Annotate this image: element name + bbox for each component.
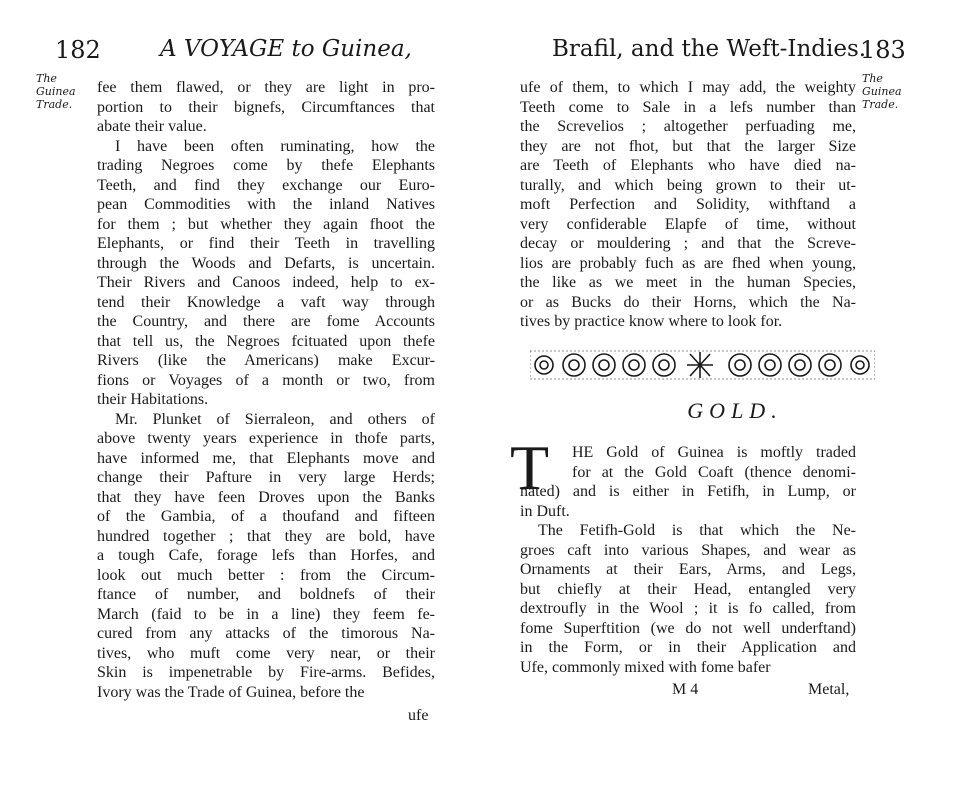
text-line: tives, who muft come very near, or their xyxy=(97,644,435,662)
text-line: have informed me, that Elephants move and xyxy=(97,449,435,467)
text-line: The Fetifh-Gold is that which the Ne- xyxy=(538,522,856,539)
text-line: HE Gold of Guinea is moftly traded xyxy=(572,444,856,461)
text-line: for them ; but whether they again fhoot the xyxy=(97,215,435,233)
text-line: a tough Cafe, forage lefs than Horfes, and xyxy=(97,547,435,564)
right-page xyxy=(490,0,980,789)
text-line: dextroufly in the Wool ; it is fo called, from xyxy=(520,600,856,617)
text-line: ftance of number, and boldnefs of their xyxy=(97,586,435,603)
left-text-body xyxy=(97,78,435,702)
text-line: Mr. Plunket of Sierraleon, and others of xyxy=(115,410,435,428)
text-line: through the Woods and Defarts, is uncertain. xyxy=(97,254,435,272)
text-line: turally, and which being grown to their ut- xyxy=(520,176,856,194)
text-line: ufe of them, to which I may add, the weighty xyxy=(520,79,856,96)
running-head-right: Brafil, and the Weft-Indies. xyxy=(552,36,867,62)
text-line: lios are probably fuch as are fhed when young, xyxy=(520,254,856,272)
text-line: fions or Voyages of a month or two, from xyxy=(97,371,435,389)
text-line: or as Bucks do their Horns, which the Na- xyxy=(520,293,856,311)
text-line: tives by practice know where to look for. xyxy=(520,313,783,330)
margin-note-left: The Guinea Trade. xyxy=(36,72,76,111)
text-line: very confiderable Elapfe of time, without xyxy=(520,215,856,233)
text-line: Ivory was the Trade of Guinea, before the xyxy=(97,683,365,701)
text-line: they are not fhot, but that the larger Size xyxy=(520,137,856,155)
text-line: hundred together ; that they are bold, have xyxy=(97,527,435,545)
text-line: I have been often ruminating, how the xyxy=(115,137,435,155)
text-line: but chiefly at their Head, entangled very xyxy=(520,580,856,598)
text-line: Skin is impenetrable by Fire-arms. Befides, xyxy=(97,664,435,681)
text-line: of the Gambia, of a thoufand and fifteen xyxy=(97,508,435,525)
text-line: Ornaments at their Ears, Arms, and Legs, xyxy=(520,561,856,578)
running-head-left: A VOYAGE to Guinea, xyxy=(160,36,412,62)
text-line: the Country, and there are fome Accounts xyxy=(97,313,435,330)
text-line: for at the Gold Coaft (thence denomi- xyxy=(572,463,856,481)
text-line: are Teeth of Elephants who have died na- xyxy=(520,157,856,174)
text-line: in Duft. xyxy=(520,502,570,520)
text-line: nated) and is either in Fetifh, in Lump, or xyxy=(520,483,856,500)
text-line: portion to their bignefs, Circumftances that xyxy=(97,98,435,116)
text-line: trading Negroes come by thefe Elephants xyxy=(97,157,435,174)
text-line: March (faid to be in a line) they feem fe- xyxy=(97,605,435,623)
text-line: abate their value. xyxy=(97,118,207,135)
right-text-body-top xyxy=(520,78,856,332)
signature-mark: M 4 xyxy=(672,681,699,698)
text-line: decay or mouldering ; and that the Screve- xyxy=(520,235,856,252)
text-line: the Screvelios ; altogether perfuading me, xyxy=(520,118,856,135)
text-line: that tell us, the Negroes fcituated upon thefe xyxy=(97,332,435,350)
text-line: groes caft into various Shapes, and wear as xyxy=(520,541,856,559)
text-line: Teeth come to Sale in a lefs number than xyxy=(520,98,856,116)
section-title: GOLD. xyxy=(687,398,783,423)
text-line: look out much better : from the Circum- xyxy=(97,566,435,584)
page-number-left: 182 xyxy=(55,36,101,64)
page-number-right: 183 xyxy=(860,36,906,64)
text-line: fome Superftition (we do not well underftand) xyxy=(520,619,856,637)
text-line: Teeth, and find they exchange our Euro- xyxy=(97,176,435,194)
text-line: Their Rivers and Canoos indeed, help to ex- xyxy=(97,274,435,291)
text-line: Rivers (like the Americans) make Excur- xyxy=(97,352,435,369)
text-line: Ufe, commonly mixed with fome bafer xyxy=(520,658,771,676)
drop-cap: T xyxy=(510,432,550,503)
right-text-body-bottom xyxy=(520,443,856,677)
text-line: Elephants, or find their Teeth in travelling xyxy=(97,235,435,252)
text-line: that they have feen Droves upon the Banks xyxy=(97,488,435,506)
text-line: tend their Knowledge a vaft way through xyxy=(97,293,435,311)
text-line: moft Perfection and Solidity, withftand a xyxy=(520,196,856,213)
text-line: fee them flawed, or they are light in pro- xyxy=(97,79,435,96)
text-line: their Habitations. xyxy=(97,391,209,408)
catchword-right: Metal, xyxy=(808,681,850,698)
text-line: the like as we meet in the human Species, xyxy=(520,274,856,291)
text-line: in the Form, or in their Application and xyxy=(520,639,856,656)
text-line: change their Pafture in very large Herds; xyxy=(97,469,435,486)
catchword-left: ufe xyxy=(408,707,429,724)
text-line: pean Commodities with the inland Natives xyxy=(97,196,435,213)
text-line: above twenty years experience in thofe parts, xyxy=(97,430,435,447)
text-line: cured from any attacks of the timorous Na- xyxy=(97,625,435,642)
margin-note-right: The Guinea Trade. xyxy=(862,72,902,111)
ornamental-band-icon xyxy=(530,350,875,380)
